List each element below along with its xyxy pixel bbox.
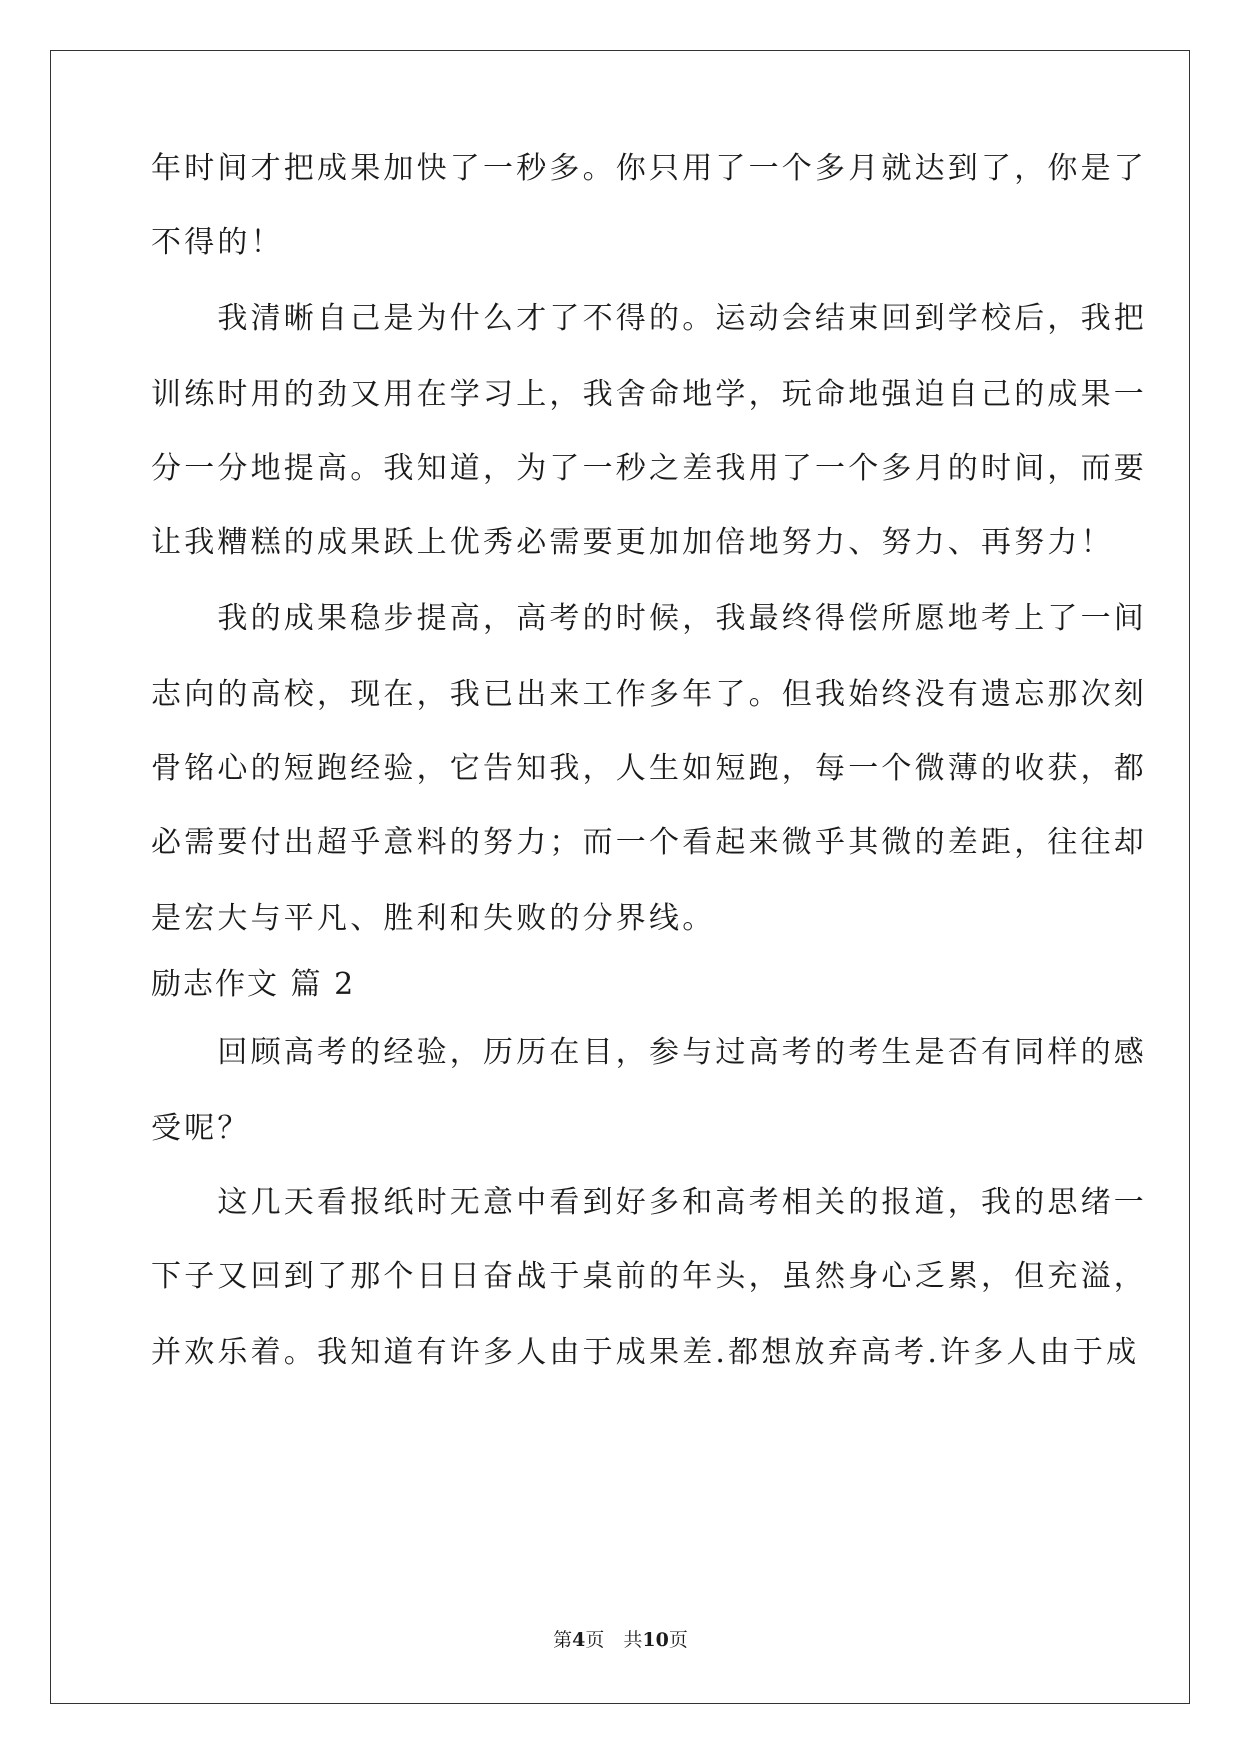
text-line: 并欢乐着。我知道有许多人由于成果差.都想放弃高考.许多人由于成: [151, 1335, 1140, 1370]
footer-total-pages: 10: [642, 1629, 669, 1651]
footer-page-number: 4: [572, 1629, 586, 1651]
text-line: 年时间才把成果加快了一秒多。你只用了一个多月就达到了，你是了: [151, 151, 1147, 186]
text-line: 回顾高考的经验，历历在目，参与过高考的考生是否有同样的感: [151, 1035, 1147, 1070]
text-line: 这几天看报纸时无意中看到好多和高考相关的报道，我的思绪一: [151, 1185, 1147, 1220]
text-line: 我清晰自己是为什么才了不得的。运动会结束回到学校后，我把: [151, 301, 1147, 336]
text-line: 下子又回到了那个日日奋战于桌前的年头，虽然身心乏累，但充溢，: [151, 1259, 1147, 1294]
text-line: 受呢？: [151, 1111, 251, 1146]
text-line: 是宏大与平凡、胜利和失败的分界线。: [151, 901, 716, 936]
text-line: 分一分地提高。我知道，为了一秒之差我用了一个多月的时间，而要: [151, 451, 1147, 486]
text-line: 训练时用的劲又用在学习上，我舍命地学，玩命地强迫自己的成果一: [151, 377, 1147, 412]
text-line: 我的成果稳步提高，高考的时候，我最终得偿所愿地考上了一间: [151, 601, 1147, 636]
text-line: 必需要付出超乎意料的努力；而一个看起来微乎其微的差距，往往却: [151, 825, 1147, 860]
page-footer: [0, 1628, 1241, 1652]
footer-prefix: 第: [553, 1629, 573, 1651]
footer-suffix: 页: [668, 1629, 688, 1651]
text-line: 骨铭心的短跑经验，它告知我，人生如短跑，每一个微薄的收获，都: [151, 751, 1147, 786]
section-heading: 励志作文 篇 2: [151, 967, 356, 1002]
text-line: 志向的高校，现在，我已出来工作多年了。但我始终没有遗忘那次刻: [151, 677, 1147, 712]
footer-mid: 页 共: [585, 1629, 643, 1651]
text-line: 让我糟糕的成果跃上优秀必需要更加加倍地努力、努力、再努力！: [151, 525, 1114, 560]
text-line: 不得的！: [151, 225, 284, 260]
